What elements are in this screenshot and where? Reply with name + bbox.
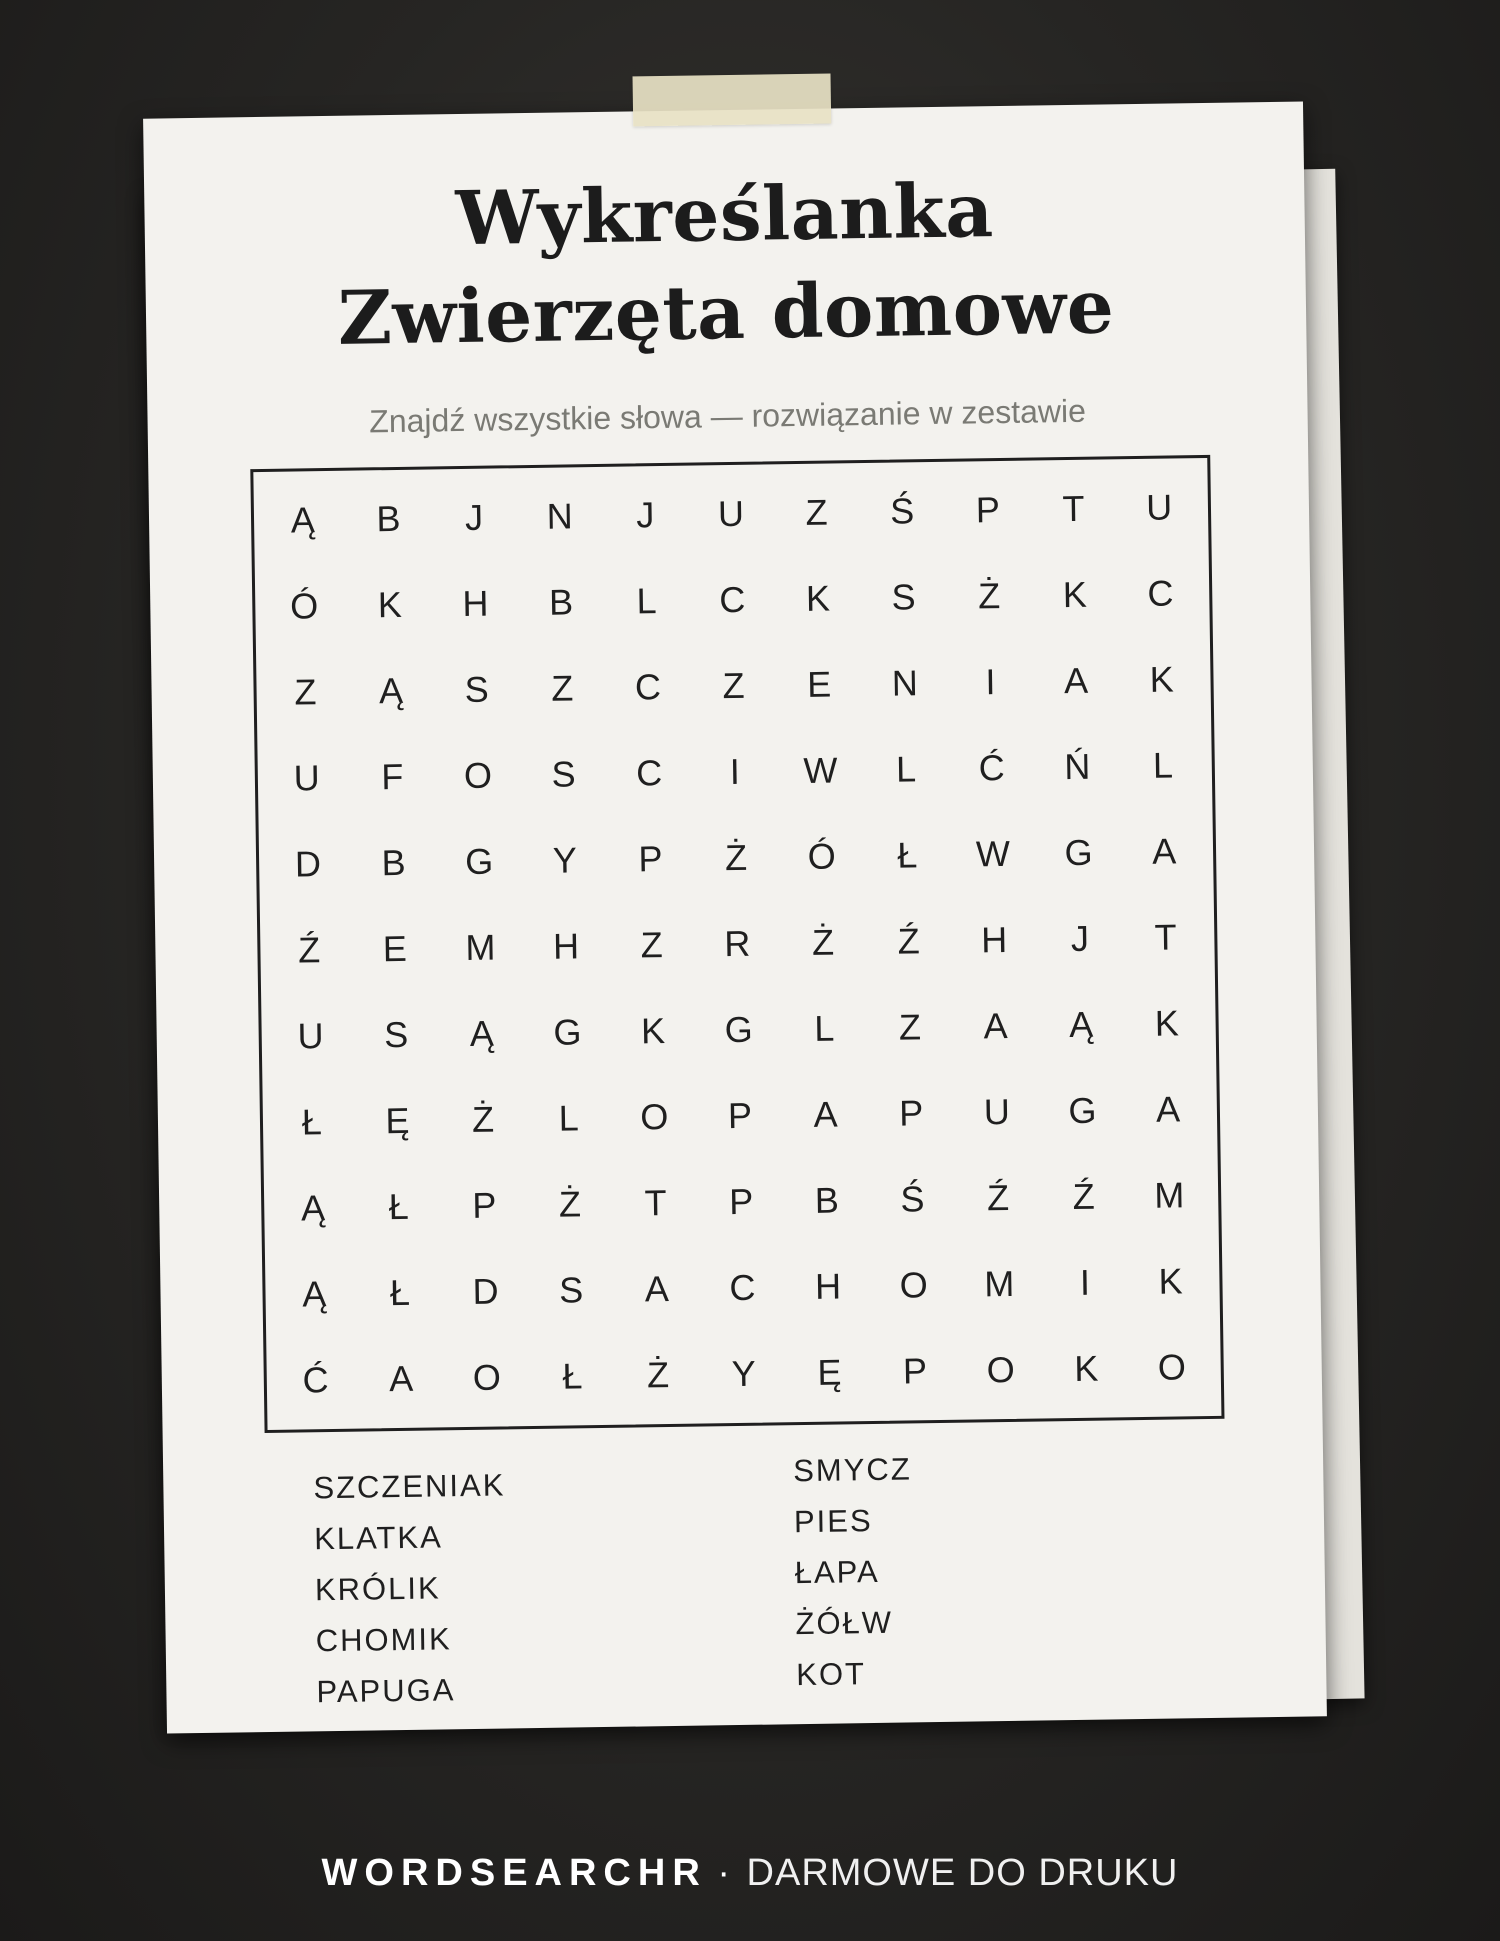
footer-tagline: DARMOWE DO DRUKU bbox=[746, 1852, 1179, 1894]
grid-letter: P bbox=[898, 1092, 924, 1134]
footer bbox=[0, 1852, 1500, 1895]
grid-letter: P bbox=[638, 838, 663, 880]
grid-letter: C bbox=[634, 666, 662, 708]
grid-letter: P bbox=[902, 1350, 928, 1392]
grid-letter: Ę bbox=[817, 1351, 842, 1393]
grid-letter: C bbox=[718, 578, 746, 621]
grid-letter: Ż bbox=[646, 1354, 670, 1396]
grid-letter: C bbox=[1147, 572, 1174, 614]
grid-letter: L bbox=[813, 1007, 835, 1049]
grid-letter: O bbox=[1157, 1346, 1187, 1388]
grid-letter: G bbox=[724, 1008, 753, 1051]
word-list-item: SMYCZ bbox=[792, 1451, 912, 1489]
grid-letter: L bbox=[636, 580, 657, 622]
grid-letter: K bbox=[1149, 658, 1174, 700]
grid-letter: Ż bbox=[724, 836, 748, 879]
grid-letter: Ż bbox=[471, 1098, 495, 1140]
grid-letter: D bbox=[472, 1270, 499, 1312]
word-list-item: KLATKA bbox=[313, 1519, 444, 1557]
grid-letter: R bbox=[724, 922, 751, 965]
grid-letter: U bbox=[717, 492, 745, 535]
grid-letter: B bbox=[814, 1179, 840, 1221]
grid-letter: C bbox=[635, 752, 663, 794]
grid-letter: Ź bbox=[1072, 1175, 1096, 1218]
grid-letter: J bbox=[636, 494, 655, 536]
grid-letter: Ł bbox=[301, 1101, 323, 1143]
grid-letter: W bbox=[803, 749, 838, 791]
grid-letter: Ć bbox=[302, 1359, 329, 1401]
grid-letter: S bbox=[558, 1269, 584, 1311]
grid-letter: Ź bbox=[897, 920, 920, 962]
grid-letter: G bbox=[464, 840, 494, 882]
grid-letter: L bbox=[895, 748, 917, 790]
grid-letter: Ł bbox=[562, 1355, 583, 1397]
grid-letter: A bbox=[1063, 659, 1089, 702]
grid-letter: T bbox=[1062, 487, 1085, 530]
word-list-item: KOT bbox=[795, 1656, 867, 1693]
grid-letter: C bbox=[729, 1266, 756, 1309]
grid-letter: G bbox=[553, 1011, 582, 1053]
grid-letter: A bbox=[1151, 830, 1177, 872]
page-title-line-1: Wykreślanka bbox=[454, 168, 995, 263]
grid-letter: S bbox=[891, 576, 916, 618]
letter-grid bbox=[250, 455, 1224, 1433]
grid-letter: Z bbox=[898, 1006, 922, 1048]
grid-letter: K bbox=[1158, 1260, 1183, 1302]
grid-letter: H bbox=[462, 582, 489, 625]
grid-letter: S bbox=[464, 668, 489, 710]
grid-letter: Ą bbox=[378, 669, 404, 712]
grid-letter: Ą bbox=[469, 1012, 495, 1054]
grid-letter: Ż bbox=[811, 921, 835, 963]
grid-letter: A bbox=[644, 1268, 670, 1310]
grid-letter: O bbox=[639, 1096, 669, 1138]
grid-letter: I bbox=[729, 750, 741, 793]
footer-separator: · bbox=[717, 1852, 730, 1894]
grid-letter: F bbox=[381, 755, 404, 798]
grid-letter: Ż bbox=[558, 1183, 582, 1225]
grid-letter: H bbox=[552, 925, 580, 967]
grid-letter: E bbox=[806, 663, 832, 705]
grid-letter: Ó bbox=[289, 585, 319, 627]
word-list-item: CHOMIK bbox=[315, 1621, 452, 1659]
subtitle: Znajdź wszystkie słowa — rozwiązanie w zestawie bbox=[368, 392, 1087, 440]
word-list-item: KRÓLIK bbox=[314, 1570, 441, 1608]
word-list-item: SZCZENIAK bbox=[313, 1467, 506, 1506]
word-list-column-2 bbox=[793, 1443, 915, 1700]
word-list-item: ŁAPA bbox=[794, 1553, 880, 1591]
grid-letter: Z bbox=[294, 671, 317, 713]
grid-letter: W bbox=[975, 832, 1011, 875]
grid-letter: S bbox=[551, 753, 576, 795]
grid-letter: Z bbox=[805, 491, 828, 533]
grid-letter: Ą bbox=[1068, 1003, 1094, 1046]
page-title-line-2: Zwierzęta domowe bbox=[337, 264, 1115, 362]
grid-letter: B bbox=[381, 841, 406, 884]
grid-letter: G bbox=[1068, 1089, 1097, 1132]
grid-letter: A bbox=[388, 1357, 414, 1400]
grid-letter: Ą bbox=[302, 1273, 327, 1315]
grid-letter: I bbox=[985, 661, 996, 703]
grid-letter: U bbox=[1145, 486, 1173, 528]
grid-letter: O bbox=[463, 754, 493, 797]
grid-letter: K bbox=[640, 1010, 666, 1052]
grid-letter: Ł bbox=[389, 1271, 411, 1314]
grid-letter: Ś bbox=[900, 1178, 925, 1220]
grid-letter: Ź bbox=[986, 1176, 1010, 1219]
grid-letter: O bbox=[899, 1264, 929, 1306]
worksheet-paper bbox=[143, 101, 1327, 1733]
grid-letter: Z bbox=[550, 667, 574, 709]
grid-letter: N bbox=[891, 662, 919, 704]
grid-letter: Ą bbox=[290, 499, 316, 541]
word-list-item: PIES bbox=[793, 1503, 873, 1540]
grid-letter: P bbox=[472, 1184, 497, 1226]
grid-letter: G bbox=[1064, 831, 1093, 874]
grid-letter: Z bbox=[640, 924, 664, 966]
grid-letter: Ń bbox=[1064, 745, 1091, 788]
grid-letter: Ź bbox=[297, 929, 321, 971]
grid-letter: Y bbox=[731, 1352, 757, 1395]
grid-letter: Ę bbox=[385, 1099, 410, 1142]
grid-letter: U bbox=[297, 1015, 324, 1057]
grid-letter: Ż bbox=[977, 575, 1001, 617]
grid-letter: K bbox=[805, 577, 831, 619]
grid-letter: Ć bbox=[978, 746, 1005, 789]
grid-letter: Ą bbox=[300, 1187, 326, 1229]
grid-letter: A bbox=[1155, 1088, 1181, 1130]
footer-brand: WORDSEARCHR bbox=[321, 1852, 707, 1894]
grid-letter: D bbox=[294, 843, 322, 885]
grid-letter: S bbox=[383, 1013, 409, 1056]
grid-letter: H bbox=[814, 1265, 842, 1307]
grid-letter: L bbox=[1152, 744, 1174, 786]
tape-strip bbox=[633, 73, 832, 126]
grid-letter: Y bbox=[552, 839, 578, 881]
word-list-item: ŻÓŁW bbox=[795, 1604, 894, 1642]
grid-letter: M bbox=[984, 1262, 1015, 1305]
grid-letter: T bbox=[644, 1182, 667, 1224]
grid-letter: H bbox=[980, 918, 1008, 961]
grid-letter: U bbox=[983, 1090, 1011, 1133]
grid-letter: A bbox=[813, 1093, 838, 1135]
grid-letter: Z bbox=[722, 664, 745, 707]
word-list-column-1 bbox=[313, 1459, 509, 1717]
grid-letter: M bbox=[465, 926, 496, 968]
grid-letter: B bbox=[376, 497, 401, 540]
grid-letter: P bbox=[727, 1094, 753, 1137]
grid-letter: B bbox=[548, 581, 574, 623]
grid-letter: Ł bbox=[897, 834, 918, 876]
grid-letter: Ś bbox=[889, 490, 915, 532]
grid-letter: E bbox=[382, 927, 408, 970]
grid-letter: P bbox=[728, 1180, 754, 1223]
grid-letter: U bbox=[293, 757, 320, 799]
grid-letter: K bbox=[377, 583, 403, 626]
grid-letter: L bbox=[558, 1097, 579, 1139]
grid-letter: A bbox=[983, 1004, 1008, 1047]
grid-letter: I bbox=[1079, 1261, 1091, 1303]
grid-letter: O bbox=[986, 1348, 1015, 1391]
grid-letter: N bbox=[546, 495, 574, 537]
grid-letter: Ó bbox=[807, 835, 837, 877]
grid-letter: K bbox=[1154, 1002, 1180, 1044]
grid-letter: O bbox=[472, 1356, 502, 1398]
grid-letter: J bbox=[464, 496, 484, 538]
grid-letter: M bbox=[1154, 1174, 1185, 1216]
grid-letter: J bbox=[1070, 917, 1090, 960]
grid-letter: P bbox=[975, 489, 1001, 531]
word-list-item: PAPUGA bbox=[316, 1672, 456, 1710]
grid-letter: K bbox=[1073, 1347, 1099, 1390]
grid-letter: Ł bbox=[388, 1185, 410, 1228]
grid-letter: T bbox=[1154, 916, 1177, 958]
grid-letter: K bbox=[1062, 573, 1088, 616]
